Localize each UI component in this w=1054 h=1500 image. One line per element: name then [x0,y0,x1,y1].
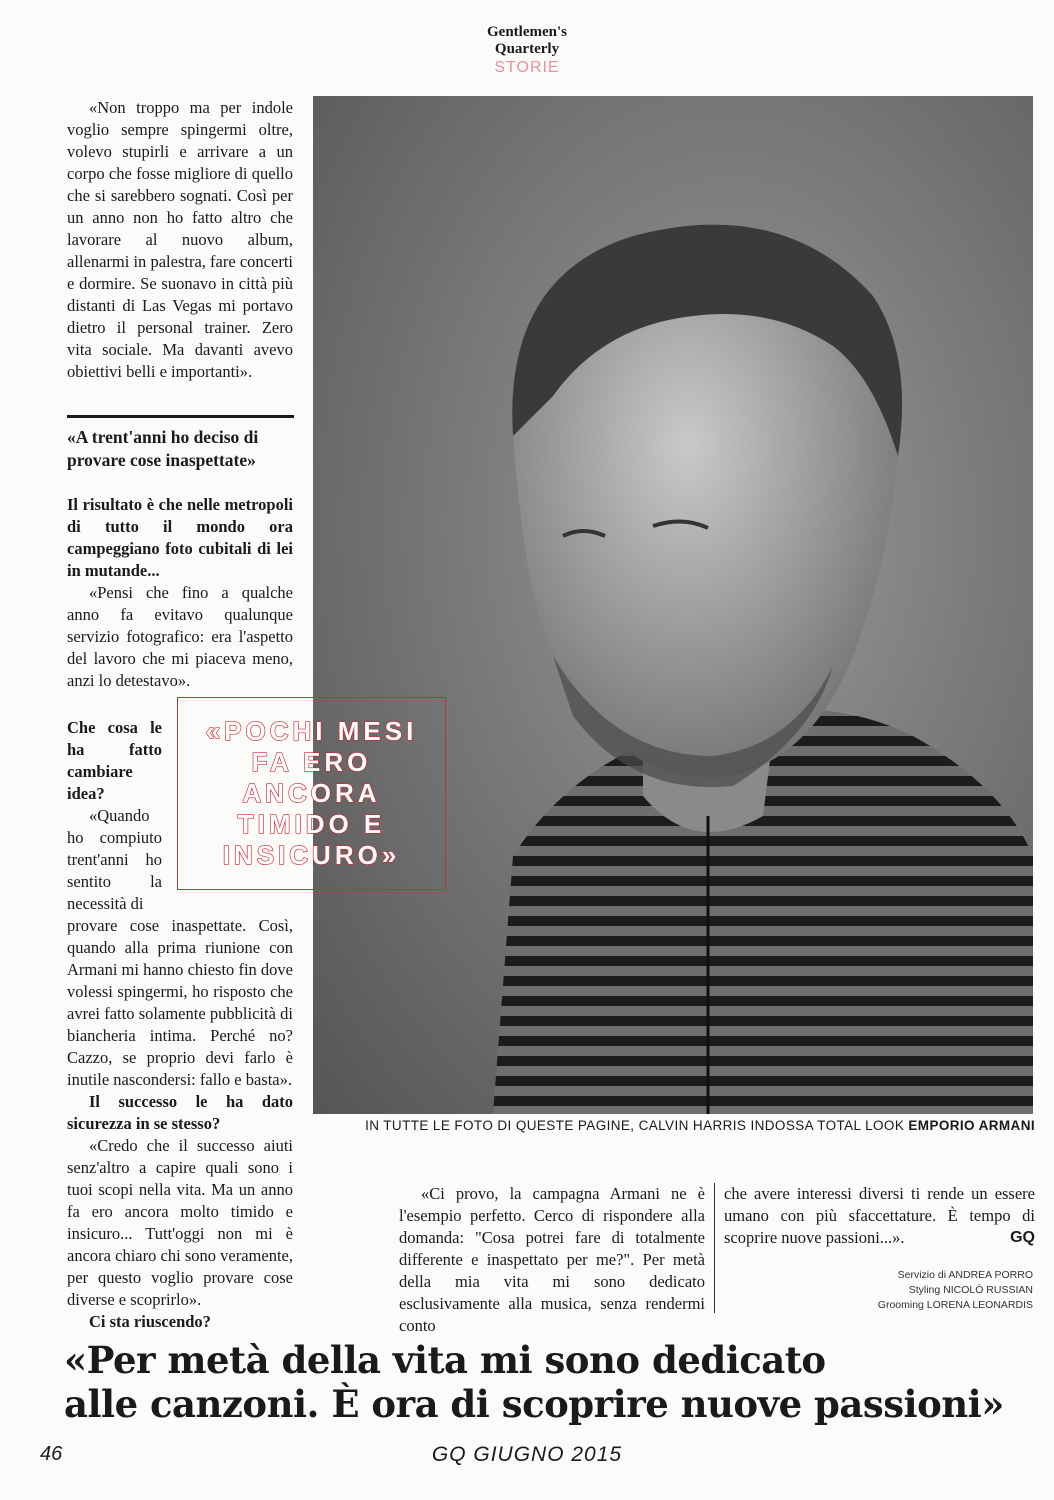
headline-line-2: alle canzoni. È ora di scoprire nuove passioni» [64,1382,1004,1426]
credit-grooming: Grooming LORENA LEONARDIS [877,1299,1033,1311]
question-4: Ci sta riuscendo? [89,1312,211,1331]
column-1-bottom [67,915,293,1333]
answer-2-end: provare cose inaspettate. Così, quando alla prima riunione con Armani mi hanno chiesto fin dove volessi spingermi, ho risposto che avrei fatto solamente pubblicità di biancheria intima. Perché no? Cazzo, se proprio devi farlo è inutile nascondersi: fallo e basta». [67,916,293,1089]
section-label: STORIE [494,59,560,76]
intro-paragraph: «Non troppo ma per indole voglio sempre spingermi oltre, volevo stupirli e arrivare a un corpo che fosse migliore di quello che si sarebbero sognati. Così per un anno non ho fatto altro che lavorare al nuovo album, allenarmi in palestra, fare concerti e dormire. Se suonavo in città più distanti di Las Vegas mi portavo dietro il personal trainer. Zero vita sociale. Ma davanti avevo obiettivi belli e importanti». [67,98,293,381]
headline-quote [64,1338,1024,1426]
caption-text: IN TUTTE LE FOTO DI QUESTE PAGINE, CALVIN HARRIS INDOSSA TOTAL LOOK [365,1118,905,1133]
column-divider [714,1183,715,1313]
column-3 [724,1183,1035,1249]
big-quote-line-3: ANCORA [242,778,381,808]
portrait-illustration [313,96,1033,1114]
big-quote-line-5: INSICURO» [222,840,401,870]
column-2 [399,1183,705,1337]
brand-line-1: Gentlemen's [487,24,567,40]
caption-brand: EMPORIO ARMANI [908,1118,1035,1133]
big-quote-line-1: «POCHI MESI [205,716,418,746]
column-2-text: «Ci provo, la campagna Armani ne è l'esempio perfetto. Cerco di rispondere alla domanda: "Cosa potrei fare di totalmente differente e inaspettato per me?". Per metà della mia vita mi sono dedicato esclusivamente alla musica, senza rendermi conto [399,1184,705,1335]
end-mark: GQ [1010,1229,1035,1246]
column-1-middle [67,494,293,692]
headline-line-1: «Per metà della vita mi sono dedicato [64,1338,826,1382]
portrait-photo [313,96,1033,1114]
pull-quote: «A trent'anni ho deciso di provare cose inaspettate» [67,427,259,470]
brand-line-2: Quarterly [494,41,560,57]
column-1-narrow [67,717,162,915]
question-1: Il risultato è che nelle metropoli di tutto il mondo ora campeggiano foto cubitali di lei in mutande... [67,495,293,580]
credit-styling: Styling NICOLÒ RUSSIAN [908,1284,1033,1296]
column-1-intro [67,97,293,383]
answer-2-start: «Quando ho compiuto trent'anni ho sentito la necessità di [67,806,162,913]
photo-credits [733,1268,1033,1313]
page-number: 46 [40,1443,63,1465]
big-quote-line-4: TIMIDO E [237,809,386,839]
question-3: Il successo le ha dato sicurezza in se stesso? [67,1092,293,1133]
column-3-body: che avere interessi diversi ti rende un essere umano con più sfaccettature. È tempo di scoprire nuove passioni...». [724,1184,1035,1247]
masthead [0,24,1054,78]
big-quote-line-2: FA ERO [251,747,372,777]
issue-footer: GQ GIUGNO 2015 [431,1443,623,1466]
answer-3: «Credo che il successo aiuti senz'altro a capire quali sono i tuoi scopi nella vita. Ma un anno fa ero ancora molto timido e insicuro... Tutt'oggi non mi è ancora chiaro chi sono veramente, per questo voglio provare cose diverse e scoprirlo». [67,1136,293,1309]
photo-caption [313,1117,1035,1135]
credit-photographer: Servizio di ANDREA PORRO [897,1269,1033,1281]
answer-1: «Pensi che fino a qualche anno fa evitavo qualunque servizio fotografico: era l'aspetto del lavoro che mi piaceva meno, anzi lo detestavo». [67,583,293,690]
question-2: Che cosa le ha fatto cambiare idea? [67,718,162,803]
column-3-text [724,1183,1035,1249]
divider-rule [67,415,294,418]
big-pull-quote [177,716,446,871]
